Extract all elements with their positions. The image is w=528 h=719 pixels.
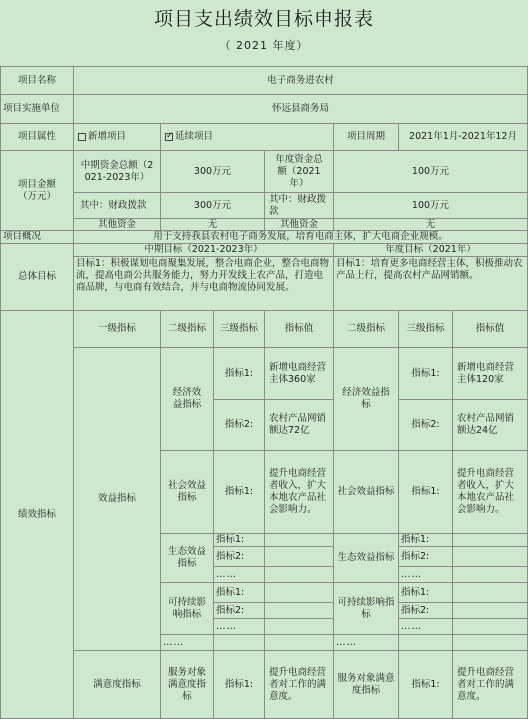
econ-v2-mid: 农村产品网销额达72亿 [269, 413, 327, 436]
sustain-ind2-mid: 指标2: [216, 604, 245, 616]
year-label: （ 2021 年度） [219, 39, 309, 52]
econ-label-mid: 经济效益指标 [172, 387, 202, 410]
econ-ind1-mid: 指标1: [224, 367, 254, 379]
sustain-ind2-yr: 指标2: [401, 604, 430, 616]
econ-ind2-mid: 指标2: [224, 419, 254, 430]
mid-total-label: 中期资金总额（2021-2023年） [80, 159, 154, 183]
satis-v-yr: 提升电商经营者对工作的满意度。 [457, 666, 515, 702]
social-v-yr: 提升电商经营者收入，扩大本地农产品社会影响力。 [457, 468, 515, 515]
sustain-dots-mid: …… [216, 620, 237, 632]
eco-dots-yr: …… [401, 568, 422, 580]
perf-h1: 一级指标 [97, 323, 136, 334]
eco-label-mid: 生态效益指标 [167, 546, 206, 569]
annual-fiscal-value: 100万元 [411, 199, 450, 211]
econ-v1-mid: 新增电商经营主体360家 [269, 361, 327, 385]
sustain-dots-yr2: …… [336, 636, 357, 648]
econ-label-yr: 经济效益指标 [342, 387, 390, 410]
mid-fiscal-label: 其中：财政拨款 [80, 199, 147, 211]
social-ind1-mid: 指标1: [224, 486, 254, 497]
mid-total-value: 300万元 [193, 165, 232, 177]
attr-cont-option[interactable] [163, 124, 333, 150]
annual-goal-text: 目标1：培育更多电商经营主体，积极推动农产品上行，提高农村产品网销额。 [336, 258, 523, 281]
mid-fiscal-value: 300万元 [193, 199, 232, 211]
period-value: 2021年1月-2021年12月 [409, 131, 517, 142]
project-name-value: 电子商务进农村 [267, 74, 334, 86]
econ-ind2-yr: 指标2: [411, 419, 440, 430]
annual-other-value: 无 [425, 219, 436, 230]
sustain-label-mid: 可持续影响指标 [167, 596, 206, 620]
new-checkbox[interactable] [78, 133, 86, 141]
sustain-ind1-yr: 指标1: [401, 586, 430, 598]
goal-label: 总体目标 [17, 271, 56, 282]
attr-new-option[interactable] [76, 124, 160, 150]
attribute-label: 项目属性 [17, 131, 56, 142]
econ-v2-yr: 农村产品网销额达24亿 [457, 413, 515, 436]
service-ind1-mid: 指标1: [224, 678, 254, 690]
attr-new-label: 新增项目 [88, 131, 127, 142]
annual-other-label: 其他资金 [279, 219, 318, 230]
social-label-mid: 社会效益指标 [167, 480, 206, 503]
mid-other-label: 其他资金 [97, 219, 136, 230]
period-label: 项目周期 [346, 131, 385, 142]
annual-total-value: 100万元 [411, 165, 450, 177]
sustain-ind1-mid: 指标1: [216, 586, 245, 598]
benefit-label: 效益指标 [97, 493, 136, 504]
eco-dots-mid: …… [216, 568, 237, 580]
service-label-mid: 服务对象满意度指标 [167, 666, 206, 702]
satisfaction-label: 满意度指标 [93, 678, 141, 690]
social-ind1-yr: 指标1: [411, 486, 440, 497]
perf-hv: 指标值 [284, 323, 314, 334]
perf-h3: 三级指标 [220, 323, 259, 334]
econ-v1-yr: 新增电商经营主体120家 [457, 361, 515, 385]
service-ind1-yr: 指标1: [411, 678, 440, 690]
annual-fiscal-label: 其中：财政拨款 [269, 193, 327, 217]
annual-total-label: 年度资金总额（2021年） [275, 153, 323, 189]
fund-label: 项目金额（万元） [17, 178, 56, 202]
mid-other-value: 无 [207, 219, 218, 230]
eco-ind1-yr: 指标1: [401, 534, 430, 545]
perf-h2: 二级指标 [167, 323, 206, 334]
sustain-dots-mid2: …… [163, 636, 184, 648]
perf-label: 绩效指标 [17, 508, 56, 520]
eco-ind2-yr: 指标2: [401, 550, 430, 562]
perf-h3b: 三级指标 [406, 323, 445, 334]
eco-ind2-mid: 指标2: [216, 550, 245, 562]
implementer-value: 怀远县商务局 [271, 103, 329, 114]
mid-goal-header: 中期目标（2021-2023年） [144, 244, 263, 255]
sustain-dots-yr: …… [401, 620, 422, 632]
attr-cont-label: 延续项目 [175, 131, 214, 142]
continue-checkbox[interactable] [165, 133, 173, 141]
project-name-label: 项目名称 [17, 74, 56, 86]
overview-label: 项目概况 [3, 231, 42, 242]
social-label-yr: 社会效益指标 [337, 486, 395, 497]
page-title: 项目支出绩效目标申报表 [153, 8, 374, 30]
overview-value: 用于支持我县农村电子商务发展，培育电商主体，扩大电商企业规模。 [153, 231, 448, 242]
implementer-label: 项目实施单位 [3, 103, 61, 114]
annual-goal-header: 年度目标（2021年） [385, 244, 476, 255]
eco-ind1-mid: 指标1: [216, 534, 245, 545]
satis-v-mid: 提升电商经营者对工作的满意度。 [269, 666, 327, 702]
econ-ind1-yr: 指标1: [411, 367, 440, 379]
perf-h2b: 二级指标 [346, 323, 385, 334]
service-label-yr: 服务对象满意度指标 [337, 672, 395, 696]
sustain-label-yr: 可持续影响指标 [337, 596, 395, 620]
perf-hvb: 指标值 [475, 323, 505, 334]
eco-label-yr: 生态效益指标 [337, 552, 395, 563]
mid-goal-text: 目标1：积极谋划电商聚集发展，整合电商企业，整合电商物流，提高电商公共服务能力，努力开发线上农产品，打造电商品牌，与电商有效结合，并与电商物流协同发展。 [76, 258, 330, 293]
social-v-mid: 提升电商经营者收入，扩大本地农产品社会影响力。 [269, 468, 327, 515]
